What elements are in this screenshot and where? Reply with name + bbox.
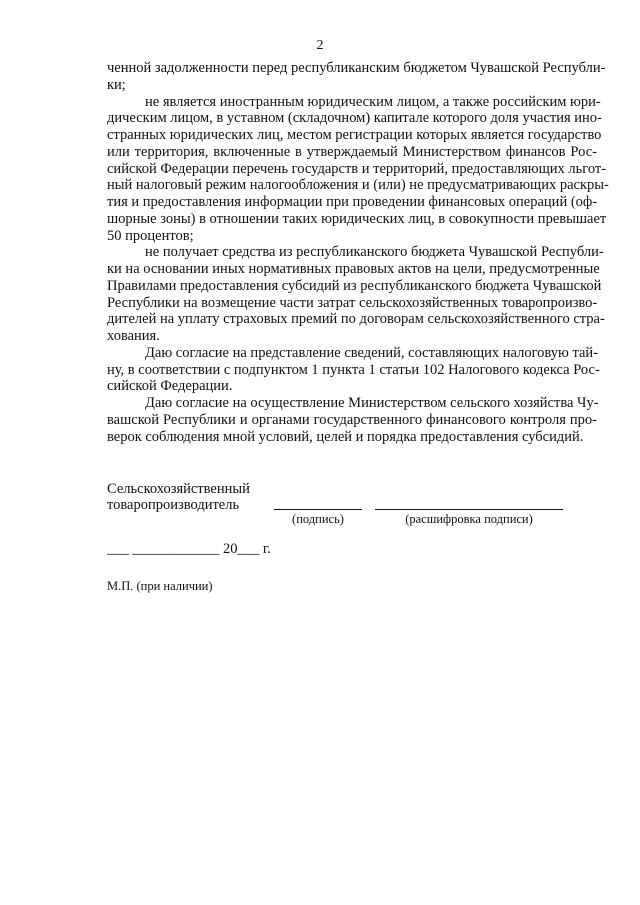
paragraph-2-line: странных юридических лиц, местом регистрации которых является государство <box>107 127 602 143</box>
paragraph-3-line: не получает средства из республиканского бюджета Чувашской Республи- <box>145 244 604 261</box>
paragraph-2-line: шорные зоны) в отношении таких юридических лиц, в совокупности превышает <box>107 210 607 227</box>
signature-caption: (подпись) <box>292 512 344 526</box>
signature-line <box>274 509 362 510</box>
paragraph-4-line: сийской Федерации. <box>107 378 233 395</box>
signatory-label-line1: Сельскохозяйственный <box>107 481 250 497</box>
paragraph-1-line: ки; <box>107 76 126 93</box>
paragraph-1-line: ченной задолженности перед республиканским бюджетом Чувашской Республи- <box>107 60 606 76</box>
paragraph-2-line: 50 процентов; <box>107 227 194 244</box>
paragraph-2-line: тия и предоставления информации при проведении финансовых операций (оф- <box>107 194 598 210</box>
paragraph-3-line: хования. <box>107 328 160 344</box>
paragraph-2-line: ный налоговый режим налогообложения и (или) не предусматривающих раскры- <box>107 177 609 194</box>
paragraph-4-line: ну, в соответствии с подпунктом 1 пункта 1 статьи 102 Налогового кодекса Рос- <box>107 361 600 378</box>
paragraph-2-line: сийской Федерации перечень государств и территорий, предоставляющих льгот- <box>107 160 607 177</box>
paragraph-5-line: Даю согласие на осуществление Министерством сельского хозяйства Чу- <box>145 395 599 411</box>
paragraph-3-line: Республики на возмещение части затрат сельскохозяйственных товаропроизво- <box>107 294 598 311</box>
paragraph-3-line: дителей на уплату страховых премий по договорам сельскохозяйственного стра- <box>107 311 605 328</box>
paragraph-5-line: верок соблюдения мной условий, целей и порядка предоставления субсидий. <box>107 428 584 445</box>
paragraph-3-line: Правилами предоставления субсидий из республиканского бюджета Чувашской <box>107 277 602 294</box>
decoding-caption: (расшифровка подписи) <box>405 512 533 526</box>
decoding-line <box>375 509 563 510</box>
date-line: ___ ____________ 20___ г. <box>107 541 271 557</box>
paragraph-3-line: ки на основании иных нормативных правовых актов на цели, предусмотренные <box>107 261 600 277</box>
paragraph-4-line: Даю согласие на представление сведений, составляющих налоговую тай- <box>145 344 599 361</box>
stamp-note: М.П. (при наличии) <box>107 579 213 593</box>
paragraph-2-line: дическим лицом, в уставном (складочном) капитале которого доля участия ино- <box>107 110 602 127</box>
paragraph-2-line: или территория, включенные в утверждаемый Министерством финансов Рос- <box>107 143 597 160</box>
page-number: 2 <box>316 38 324 53</box>
paragraph-5-line: вашской Республики и органами государственного финансового контроля про- <box>107 411 597 428</box>
signatory-label-line2: товаропроизводитель <box>107 497 240 513</box>
paragraph-2-line: не является иностранным юридическим лицом, а также российским юри- <box>145 93 601 110</box>
